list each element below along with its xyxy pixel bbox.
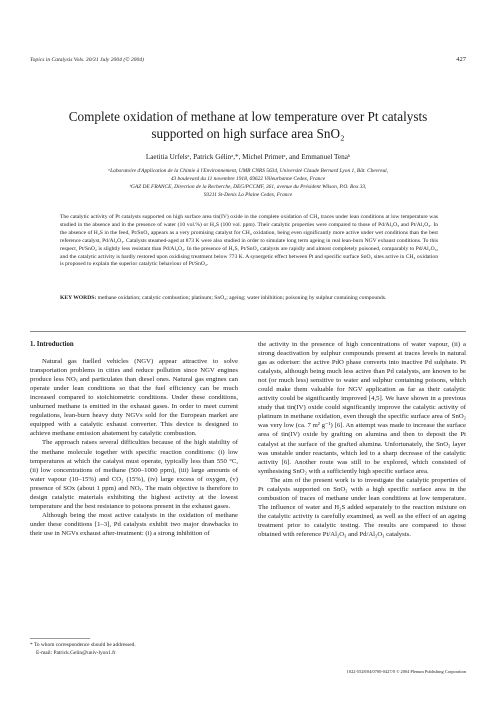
keywords-text: methane oxidation; catalytic combustion; platinum; SnO₂; ageing; water inhibition; poisoning by sulphur containing compounds. [97, 295, 387, 301]
paragraph: Natural gas fuelled vehicles (NGV) appear attractive to solve transportation problems in cities and reduce pollution since NGV engines produce less NOₓ and particulates than diesel ones. Natural gas engines can operate under lean conditions so that the fuel efficiency can be much increased compared to stoichiometric conditions. Under these conditions, unburned methane is emitted in the exhaust gases. In order to meet current regulations, lean-burn heavy duty NGVs sold for the European market are equipped with a catalytic exhaust converter. This device is designed to achieve methane emission abatement by catalytic combustion. [30, 358, 238, 438]
affiliations [40, 167, 456, 199]
title-line-1: Complete oxidation of methane at low temperature over Pt catalysts [68, 109, 428, 124]
journal-header: Topics in Catalysis Vols. 30/31 July 2004 (© 2004) [30, 57, 144, 63]
keywords [60, 295, 438, 303]
correspondence-note: * To whom correspondence should be addressed. [30, 642, 136, 648]
footnote [30, 642, 240, 657]
footnote-rule [30, 638, 90, 639]
email-address: E-mail: Patrick.Gelin@univ-lyon1.fr [36, 649, 116, 656]
affiliation-line: 93211 St-Denis La Plaine Cedex, France [203, 192, 293, 198]
title-line-2: supported on high surface area SnO₂ [151, 126, 345, 141]
section-heading: 1. Introduction [30, 341, 74, 348]
author-list: Laetitia Urfelsᵃ, Patrick Gélinᵃ,*, Michel Primetᵃ, and Emmanuel Tenaᵇ [145, 153, 351, 161]
paragraph: The approach raises several difficulties because of the high stability of the methane molecule together with specific reaction conditions: (i) low temperatures at which the catalyst must operate, typically less than 550 °C, (ii) low concentrations of methane (500–1000 ppm), (iii) large amounts of water vapour (10–15%) and CO₂ (15%), (iv) large excess of oxygen, (v) presence of SOx (about 1 ppm) and NOₓ. The main objective is therefore to design catalytic materials exhibiting the highest activity at the lowest temperature and the best resistance to poisons present in the exhaust gases. [30, 439, 238, 510]
left-column [30, 340, 238, 538]
article-title [30, 108, 466, 142]
section-divider [30, 331, 466, 332]
copyright-line: 1022-5528/04/0700-0427/0 © 2004 Plenum Publishing Corporation [346, 669, 466, 674]
paragraph: Although being the most active catalysts in the oxidation of methane under these conditions [1–3], Pd catalysts exhibit two major drawbacks to their use in NGVs exhaust after-treatment: (i) a strong inhibition of [30, 511, 238, 537]
page-number: 427 [456, 56, 466, 63]
right-column [258, 340, 466, 539]
affiliation-line: ᵃLaboratoire d'Application de la Chimie à l'Environnement, UMR CNRS 5634, Université Claude Bernard Lyon 1, Bât. Chevreul, [107, 168, 389, 174]
abstract: The catalytic activity of Pt catalysts supported on high surface area tin(IV) oxide in the complete oxidation of CH₄ traces under lean conditions at low temperature was studied in the absence and in the presence of water (10 vol.%) or H₂S (100 vol. ppm). Their catalytic properties were compared to those of Pd/Al₂O₃ and Pt/Al₂O₃. In the absence of H₂S in the feed, Pt/SnO₂ appears as a very promising catalyst for CH₄ oxidation, being even significantly more active under wet conditions than the best reference catalyst, Pd/Al₂O₃. Catalysts steamed-aged at 873 K were also studied in order to simulate long term ageing in real lean-burn NGV exhaust conditions. To this respect, Pt/SnO₂ is slightly less resistant than Pd/Al₂O₃. In the presence of H₂S, Pt/SnO₂ catalysts are rapidly and almost completely poisoned, comparably to Pd/Al₂O₃, and the catalytic activity is hardly restored upon oxidising treatment below 773 K. A synergetic effect between Pt and specific surface SnO₂ sites active in CH₄ oxidation is proposed to explain the superior catalytic behaviour of Pt/SnO₂. [60, 214, 438, 268]
paragraph: The aim of the present work is to investigate the catalytic properties of Pt catalysts supported on SnO₂ with a high specific surface area in the combustion of traces of methane under lean conditions at low temperature. The influence of water and H₂S added separately to the reaction mixture on the catalytic activity is carefully examined, as well as the effect of an ageing treatment prior to catalytic testing. The results are compared to those obtained with reference Pt/Al₂O₃ and Pd/Al₂O₃ catalysts. [258, 476, 466, 538]
keywords-label: KEY WORDS: [60, 295, 97, 301]
affiliation-line: 43 boulevard du 11 novembre 1918, 69622 Villeurbanne Cedex, France [170, 176, 326, 182]
paragraph: the activity in the presence of high concentrations of water vapour, (ii) a strong deactivation by sulphur compounds present at traces levels in natural gas as odoriser: the active PdO phase converts into inactive Pd sulphate. Pt catalysts, although being much less active than Pd catalysts, are known to be not (or much less) sensitive to water and sulphur containing poisons, which could make them valuable for NGV application as far as their catalytic activity could be significantly improved [4,5]. We have shown in a previous study that tin(IV) oxide could significantly improve the catalytic activity of platinum in methane oxidation, even though the specific surface area of SnO₂ was very low (ca. 7 m² g⁻¹) [6]. An attempt was made to increase the surface area of tin(IV) oxide by grafting on alumina and then to deposit the Pt catalyst at the surface of the grafted alumina. Unfortunately, the SnO₂ layer was unstable under reactants, which led to a sharp decrease of the catalytic activity [6]. Another route was still to be explored, which consisted of synthesising SnO₂ with a sufficiently high specific surface area. [258, 341, 466, 475]
affiliation-line: ᵇGAZ DE FRANCE, Direction de la Recherche, DEG/PCCMF, 361, avenue du Président Wilson, P.O. Box 33, [129, 184, 367, 190]
